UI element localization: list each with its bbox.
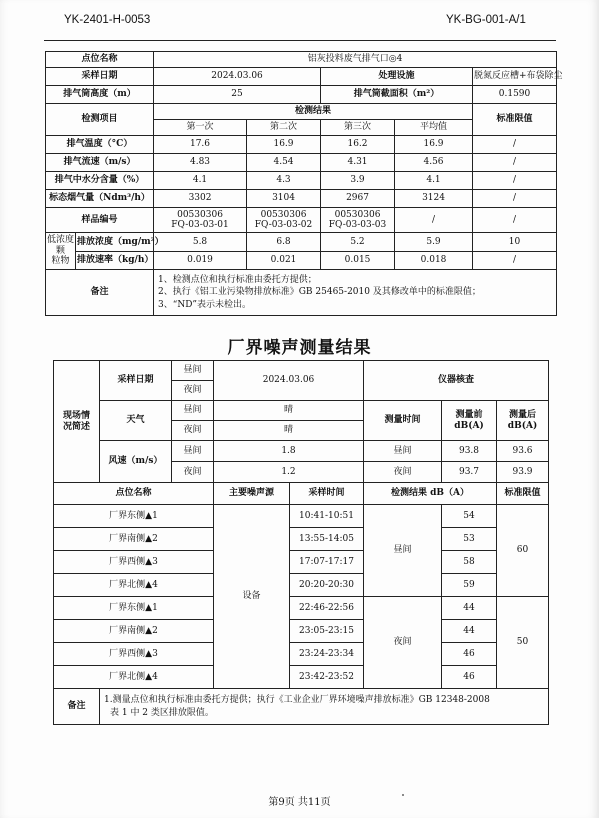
section-title: 厂界噪声测量结果	[227, 338, 372, 358]
table-row	[46, 270, 557, 316]
result-value: 59	[442, 574, 497, 597]
cal-after: 93.6	[497, 441, 549, 462]
cell: 5.2	[321, 233, 395, 252]
row-label: 排放浓度（mg/m³）	[76, 233, 154, 252]
sampling-date-value: 2024.03.06	[214, 361, 364, 401]
result-value: 46	[442, 666, 497, 689]
day-limit: 60	[497, 505, 549, 597]
sample-time: 20:20-20:30	[290, 574, 364, 597]
table-row	[54, 597, 549, 620]
table-row	[54, 574, 549, 597]
before-header: 测量前 dB(A)	[442, 401, 497, 441]
cell: 2967	[321, 190, 395, 208]
cell: /	[473, 190, 557, 208]
sample-id-label: 样品编号	[46, 208, 154, 233]
cell: 3104	[247, 190, 321, 208]
period-night: 夜间	[172, 462, 214, 483]
cell: 16.9	[247, 136, 321, 154]
wind-night-value: 1.2	[214, 462, 364, 483]
table-row	[54, 528, 549, 551]
form-number: YK-BG-001-A/1	[446, 14, 526, 26]
cell: 4.3	[247, 172, 321, 190]
point-name: 厂界东侧▲1	[54, 597, 214, 620]
period-night: 夜间	[364, 597, 442, 689]
point-name: 厂界南侧▲2	[54, 528, 214, 551]
note-label: 备注	[54, 689, 100, 725]
col-header: 第三次	[321, 120, 395, 136]
row-label: 标态烟气量（Ndm³/h）	[46, 190, 154, 208]
result-header: 检测结果	[154, 104, 473, 120]
row-label: 排放速率（kg/h）	[76, 252, 154, 270]
cell: 17.6	[154, 136, 247, 154]
report-number: YK-2401-H-0053	[64, 14, 151, 26]
cell: /	[473, 172, 557, 190]
table-row	[54, 483, 549, 505]
cell: 4.83	[154, 154, 247, 172]
sample-time: 23:42-23:52	[290, 666, 364, 689]
stack-height-value: 25	[154, 86, 321, 104]
cell: 16.2	[321, 136, 395, 154]
result-value: 54	[442, 505, 497, 528]
cell: /	[395, 208, 473, 233]
cell: 0.018	[395, 252, 473, 270]
sample-time: 22:46-22:56	[290, 597, 364, 620]
point-name-value: 铝灰投料废气排气口◎4	[154, 52, 557, 68]
cell: 4.56	[395, 154, 473, 172]
weather-label: 天气	[100, 401, 172, 441]
cell: 3302	[154, 190, 247, 208]
col-header: 第一次	[154, 120, 247, 136]
stack-height-label: 排气筒高度（m）	[46, 86, 154, 104]
col-result-header: 检测结果 dB（A）	[364, 483, 497, 505]
cell: 3.9	[321, 172, 395, 190]
instrument-check-label: 仪器核查	[364, 361, 549, 401]
col-point-header: 点位名称	[54, 483, 214, 505]
cell: 3124	[395, 190, 473, 208]
cell: 0.015	[321, 252, 395, 270]
point-name: 厂界西侧▲3	[54, 643, 214, 666]
cell: /	[473, 136, 557, 154]
col-limit-header: 标准限值	[497, 483, 549, 505]
cal-before: 93.7	[442, 462, 497, 483]
point-name: 厂界北侧▲4	[54, 666, 214, 689]
table-row	[54, 620, 549, 643]
sample-time: 23:05-23:15	[290, 620, 364, 643]
measure-time-header: 测量时间	[364, 401, 442, 441]
cell: 4.31	[321, 154, 395, 172]
table-row	[46, 172, 557, 190]
sample-time: 17:07-17:17	[290, 551, 364, 574]
cell: 10	[473, 233, 557, 252]
sample-time: 13:55-14:05	[290, 528, 364, 551]
stack-area-label: 排气筒截面积（m²）	[321, 86, 473, 104]
table-row	[54, 361, 549, 381]
table-row	[46, 136, 557, 154]
table-row	[46, 104, 557, 120]
row-label: 排气流速（m/s）	[46, 154, 154, 172]
table-row	[46, 154, 557, 172]
page-number: 第9页 共11页	[268, 797, 331, 808]
cal-before: 93.8	[442, 441, 497, 462]
cal-time: 昼间	[364, 441, 442, 462]
table-row	[54, 551, 549, 574]
wind-speed-label: 风速（m/s）	[100, 441, 172, 483]
sample-id: 00530306 FQ-03-03-03	[321, 208, 395, 233]
table-row	[54, 643, 549, 666]
result-value: 58	[442, 551, 497, 574]
sampling-date-label: 采样日期	[46, 68, 154, 86]
table-row	[54, 505, 549, 528]
col-source-header: 主要噪声源	[214, 483, 290, 505]
limit-header: 标准限值	[473, 104, 557, 136]
sample-time: 23:24-23:34	[290, 643, 364, 666]
exhaust-gas-table	[45, 51, 563, 316]
table-row	[46, 208, 557, 233]
particulate-group-label: 低浓度颗 粒物	[46, 233, 76, 270]
cell: 4.1	[154, 172, 247, 190]
sample-id: 00530306 FQ-03-03-01	[154, 208, 247, 233]
table-row	[46, 233, 557, 252]
cell: 16.9	[395, 136, 473, 154]
result-value: 46	[442, 643, 497, 666]
wind-day-value: 1.8	[214, 441, 364, 462]
note-label: 备注	[46, 270, 154, 316]
result-value: 53	[442, 528, 497, 551]
weather-day-value: 晴	[214, 401, 364, 421]
facility-value: 脱氮反应槽+布袋除尘	[473, 68, 557, 86]
cell: 4.1	[395, 172, 473, 190]
period-day: 昼间	[364, 505, 442, 597]
facility-label: 处理设施	[321, 68, 473, 86]
period-night: 夜间	[172, 381, 214, 401]
stack-area-value: 0.1590	[473, 86, 557, 104]
header-rule	[44, 40, 556, 41]
sample-time: 10:41-10:51	[290, 505, 364, 528]
cell: 5.8	[154, 233, 247, 252]
cell: 4.54	[247, 154, 321, 172]
note-text: 1、检测点位和执行标准由委托方提供； 2、执行《铝工业污染物排放标准》GB 25465-2010 及其修改单中的标准限值； 3、“ND”表示未检出。	[154, 270, 557, 316]
table-row	[54, 441, 549, 462]
point-name: 厂界西侧▲3	[54, 551, 214, 574]
col-time-header: 采样时间	[290, 483, 364, 505]
row-label: 排气温度（°C）	[46, 136, 154, 154]
result-value: 44	[442, 620, 497, 643]
after-header: 测量后 dB(A)	[497, 401, 549, 441]
cell: 0.021	[247, 252, 321, 270]
period-day: 昼间	[172, 361, 214, 381]
table-row	[54, 666, 549, 689]
item-header: 检测项目	[46, 104, 154, 136]
sample-id: 00530306 FQ-03-03-02	[247, 208, 321, 233]
cal-time: 夜间	[364, 462, 442, 483]
scene-label: 现场情 况简述	[54, 361, 100, 483]
result-value: 44	[442, 597, 497, 620]
point-name-label: 点位名称	[46, 52, 154, 68]
noise-source: 设备	[214, 505, 290, 689]
col-header: 平均值	[395, 120, 473, 136]
weather-night-value: 晴	[214, 421, 364, 441]
period-day: 昼间	[172, 401, 214, 421]
note-text: 1.测量点位和执行标准由委托方提供；执行《工业企业厂界环境噪声排放标准》GB 12348-2008 表 1 中 2 类区排放限值。	[100, 689, 549, 725]
period-night: 夜间	[172, 421, 214, 441]
sampling-date-label: 采样日期	[100, 361, 172, 401]
table-row	[46, 86, 557, 104]
point-name: 厂界东侧▲1	[54, 505, 214, 528]
col-header: 第二次	[247, 120, 321, 136]
cell: /	[473, 208, 557, 233]
period-day: 昼间	[172, 441, 214, 462]
cell: 0.019	[154, 252, 247, 270]
row-label: 排气中水分含量（%）	[46, 172, 154, 190]
cell: /	[473, 252, 557, 270]
point-name: 厂界南侧▲2	[54, 620, 214, 643]
sampling-date-value: 2024.03.06	[154, 68, 321, 86]
table-row	[46, 190, 557, 208]
table-row	[46, 252, 557, 270]
table-row	[46, 52, 557, 68]
noise-table	[53, 360, 549, 725]
table-row	[46, 68, 557, 86]
point-name: 厂界北侧▲4	[54, 574, 214, 597]
cell: /	[473, 154, 557, 172]
scan-speck	[402, 794, 404, 796]
cal-after: 93.9	[497, 462, 549, 483]
table-row	[54, 689, 549, 725]
table-row	[54, 401, 549, 421]
night-limit: 50	[497, 597, 549, 689]
cell: 6.8	[247, 233, 321, 252]
cell: 5.9	[395, 233, 473, 252]
